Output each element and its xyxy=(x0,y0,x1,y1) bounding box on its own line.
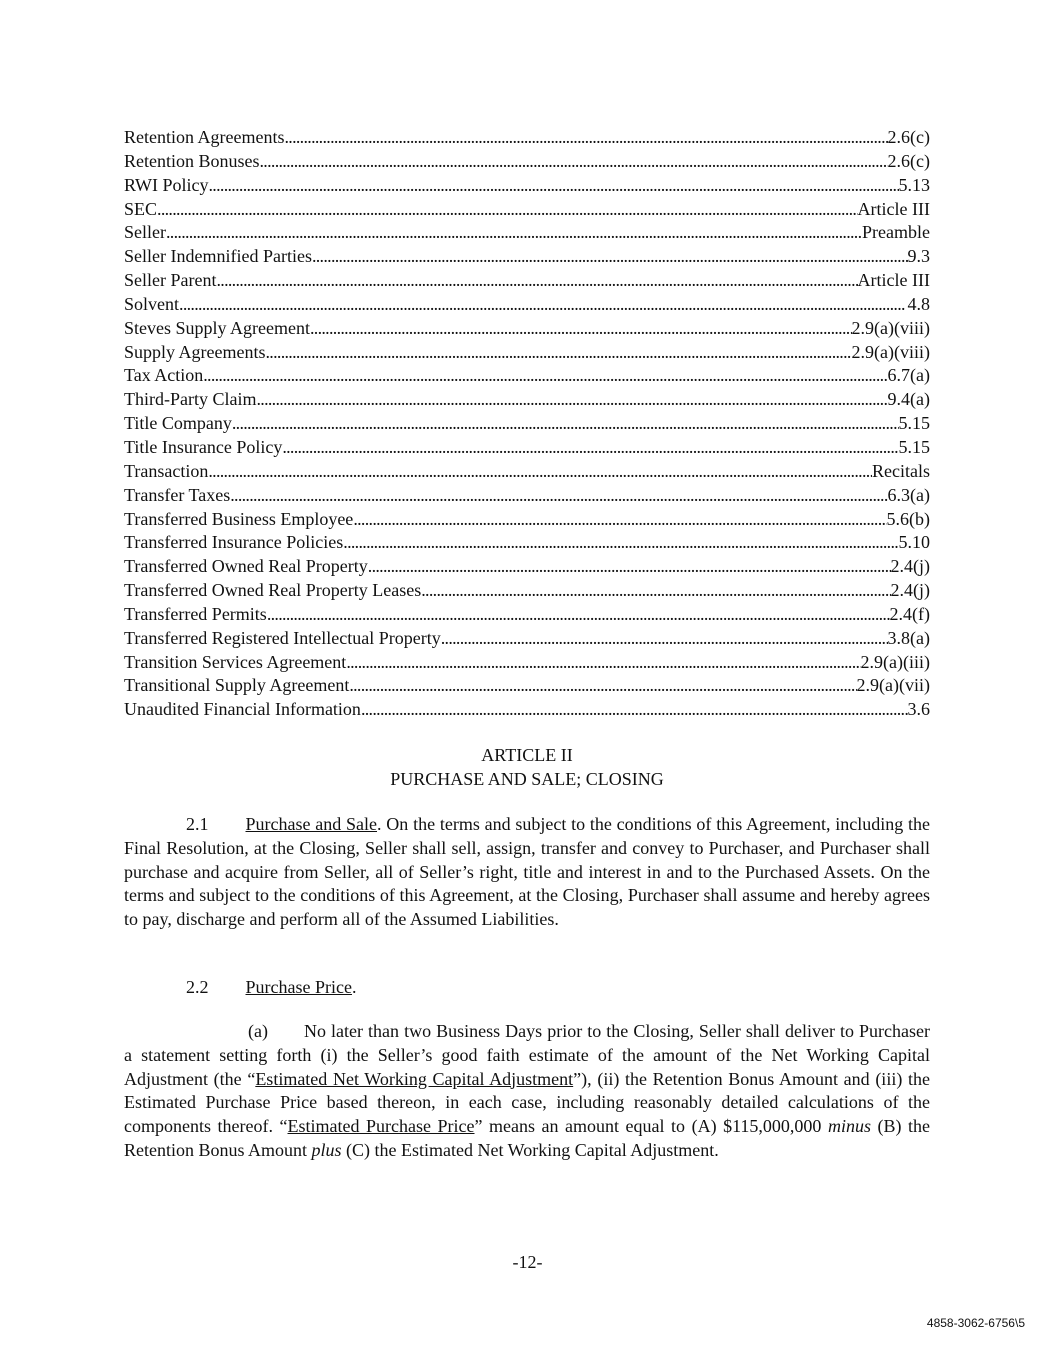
index-row xyxy=(124,627,930,651)
index-ref: 6.7(a) xyxy=(887,365,930,386)
index-row xyxy=(124,269,930,293)
index-row xyxy=(124,651,930,675)
section-heading: Purchase and Sale xyxy=(245,814,378,834)
index-row xyxy=(124,603,930,627)
index-row xyxy=(124,508,930,532)
index-term: Transferred Registered Intellectual Property xyxy=(124,627,441,648)
index-row xyxy=(124,293,930,317)
index-term: Title Insurance Policy xyxy=(124,436,283,457)
index-row xyxy=(124,579,930,603)
index-term: Transferred Owned Real Property Leases xyxy=(124,580,422,601)
index-ref: 5.15 xyxy=(898,436,930,457)
index-ref: 5.6(b) xyxy=(886,508,930,529)
index-term: Seller Parent xyxy=(124,270,217,291)
index-term: Tax Action xyxy=(124,365,204,386)
index-row xyxy=(124,198,930,222)
index-term: Transition Services Agreement xyxy=(124,651,347,672)
index-ref: Preamble xyxy=(862,222,930,243)
index-ref: 5.15 xyxy=(898,413,930,434)
clause-label: (a) xyxy=(248,1021,268,1041)
index-term: Steves Supply Agreement xyxy=(124,317,310,338)
index-ref: 2.4(j) xyxy=(890,556,930,577)
index-ref: 2.9(a)(iii) xyxy=(860,651,930,672)
section-2-2: 2.2 Purchase Price. xyxy=(186,977,357,997)
section-number: 2.2 xyxy=(186,977,209,997)
defined-term: Estimated Purchase Price xyxy=(287,1116,475,1137)
index-ref: 5.10 xyxy=(898,532,930,553)
index-term: Transfer Taxes xyxy=(124,484,231,505)
index-row xyxy=(124,436,930,460)
index-ref: 2.6(c) xyxy=(887,150,930,171)
section-number: 2.1 xyxy=(186,814,209,834)
index-row xyxy=(124,460,930,484)
index-row xyxy=(124,174,930,198)
index-ref: 9.4(a) xyxy=(887,389,930,410)
index-row xyxy=(124,245,930,269)
index-term: Transitional Supply Agreement xyxy=(124,675,350,696)
defined-term: Estimated Net Working Capital Adjustment xyxy=(255,1068,574,1089)
index-term: Transferred Owned Real Property xyxy=(124,556,368,577)
index-term: Supply Agreements xyxy=(124,341,266,362)
index-term: Title Company xyxy=(124,413,232,434)
index-row xyxy=(124,555,930,579)
index-row xyxy=(124,221,930,245)
document-id: 4858-3062-6756\5 xyxy=(926,1316,1025,1330)
index-term: Transferred Permits xyxy=(124,603,267,624)
index-ref: 2.4(j) xyxy=(890,580,930,601)
index-ref: 2.9(a)(vii) xyxy=(856,675,930,696)
index-ref: 2.9(a)(viii) xyxy=(851,317,930,338)
index-row xyxy=(124,317,930,341)
index-row xyxy=(124,484,930,508)
article-number: ARTICLE II xyxy=(481,745,573,765)
index-row xyxy=(124,341,930,365)
index-ref: 3.6 xyxy=(907,699,930,720)
index-term: Retention Bonuses xyxy=(124,150,260,171)
index-term: Unaudited Financial Information xyxy=(124,699,361,720)
index-row xyxy=(124,674,930,698)
index-term: SEC xyxy=(124,198,158,219)
index-term: Transferred Business Employee xyxy=(124,508,354,529)
index-ref: 2.9(a)(viii) xyxy=(851,341,930,362)
index-term: Seller xyxy=(124,222,166,243)
index-row xyxy=(124,412,930,436)
index-term: RWI Policy xyxy=(124,174,209,195)
section-heading: Purchase Price xyxy=(245,977,352,997)
index-row xyxy=(124,126,930,150)
index-ref: 3.8(a) xyxy=(887,627,930,648)
index-term: Retention Agreements xyxy=(124,127,285,147)
index-term: Seller Indemnified Parties xyxy=(124,246,312,267)
index-ref: 2.6(c) xyxy=(887,127,930,147)
index-ref: Article III xyxy=(857,270,930,291)
page-number: -12- xyxy=(512,1252,543,1272)
index-row xyxy=(124,388,930,412)
index-row xyxy=(124,698,930,722)
index-ref: Recitals xyxy=(872,460,930,481)
defined-terms-index xyxy=(124,126,930,722)
section-text: . On the terms and subject to the conditions of this Agreement, including the Final Resolution, at the Closing, Seller shall sell, assign, transfer and convey to Purchaser, and Purchaser shall purchase and acquire from Seller, all of Seller’s right, title and interest in and to the Purchased Assets. On the terms and subject to the conditions of this Agreement, at the Closing, Purchaser shall assume and hereby agrees to pay, discharge and perform all of the Assumed Liabilities. xyxy=(124,814,930,930)
index-row xyxy=(124,531,930,555)
index-ref: Article III xyxy=(857,198,930,219)
index-ref: 2.4(f) xyxy=(889,603,930,624)
index-term: Transferred Insurance Policies xyxy=(124,532,344,553)
article-title: PURCHASE AND SALE; CLOSING xyxy=(390,769,664,789)
index-ref: 9.3 xyxy=(907,246,930,267)
index-ref: 5.13 xyxy=(898,174,930,195)
index-row xyxy=(124,364,930,388)
section-2-1 xyxy=(124,813,930,932)
index-term: Solvent xyxy=(124,293,180,314)
section-2-2-a: (a) No later than two Business Days prior to the Closing, Seller shall deliver to Purchaser a statement setting forth (i) the Seller’s good faith estimate of the amount of the Net Working Capital Adjustment (the “Estimated Net Working Capital Adjustment”), (ii) the Retention Bonus Amount and (iii) the Estimated Purchase Price based thereon, in each case, including reasonably detailed calculations of the components thereof. “Estimated Purchase Price” means an amount equal to (A) $115,000,000 minus (B) the Retention Bonus Amount plus (C) the Estimated Net Working Capital Adjustment. xyxy=(124,1021,930,1160)
index-row xyxy=(124,150,930,174)
index-ref: 4.8 xyxy=(907,293,930,314)
index-term: Third-Party Claim xyxy=(124,389,257,410)
index-term: Transaction xyxy=(124,460,209,481)
index-ref: 6.3(a) xyxy=(887,484,930,505)
